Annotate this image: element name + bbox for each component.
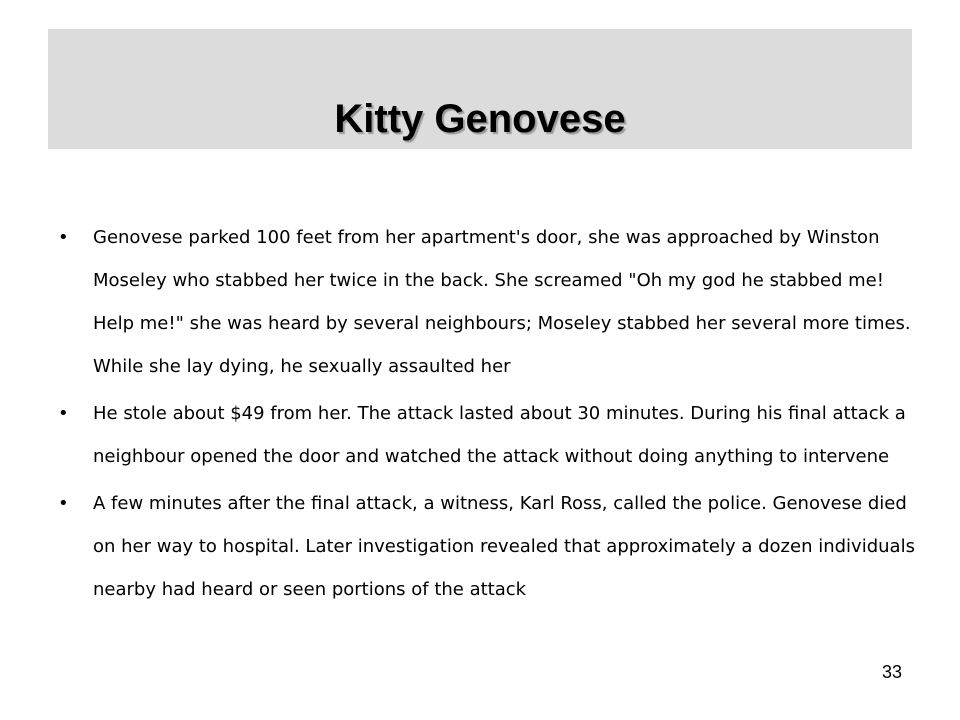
bullet-item-1 — [58, 216, 924, 388]
bullet-item-2 — [58, 392, 924, 478]
bullet-item-3 — [58, 482, 924, 611]
bullet-text-1: Genovese parked 100 feet from her apartment's door, she was approached by Winston Moseley who stabbed her twice in the back. She screamed "Oh my god he stabbed me! Help me!" she was heard by several neighbours; Moseley stabbed her several more times. While she lay dying, he sexually assaulted her — [93, 227, 911, 377]
bullet-text-3: A few minutes after the final attack, a witness, Karl Ross, called the police. Genovese died on her way to hospital. Later investigation revealed that approximately a dozen individuals nearby had heard or seen portions of the attack — [93, 493, 915, 600]
bullet-icon: • — [58, 493, 69, 514]
bullet-icon: • — [58, 403, 69, 424]
bullet-text-2: He stole about $49 from her. The attack lasted about 30 minutes. During his final attack a neighbour opened the door and watched the attack without doing anything to intervene — [93, 403, 906, 467]
page-number: 33 — [881, 662, 902, 682]
bullet-icon: • — [58, 227, 69, 248]
title-band — [48, 29, 912, 149]
bullet-list — [58, 216, 924, 615]
slide-title: Kitty Genovese — [334, 97, 626, 141]
